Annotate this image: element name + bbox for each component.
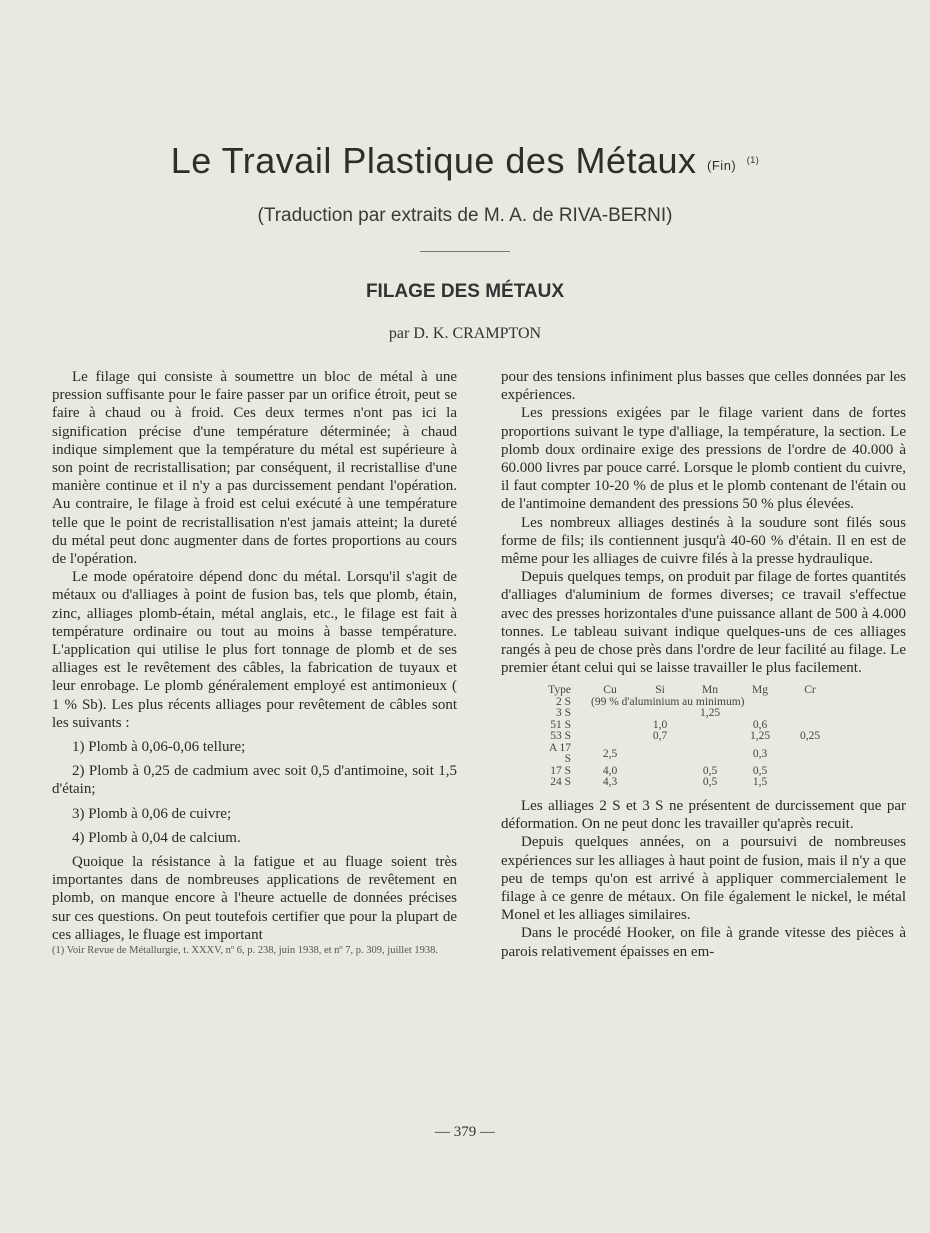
list-item: 2) Plomb à 0,25 de cadmium avec soit 0,5 d'antimoine, soit 1,5 d'étain; <box>52 763 457 798</box>
table-cell: (99 % d'aluminium au minimum) <box>591 695 745 708</box>
table-cell: 0,5 <box>702 776 718 789</box>
table-cell <box>635 777 685 789</box>
table-cell: 1,5 <box>752 776 768 789</box>
table-cell: 51 S <box>550 718 571 731</box>
paragraph: Les pressions exigées par le filage varient dans de fortes proportions suivant le type d'alliage, la température, la section. Le plomb doux ordinaire exige des pressions de l'ordre de 40.000 à 60.000 livres par pouce carré. Lorsque le plomb contient du cuivre, il faut compter 10-20 % de plus et le plomb contenant de l'étain ou de l'antimoine demandent des pressions 50 % plus élevées. <box>501 405 906 513</box>
table-header: Si <box>655 684 665 697</box>
table-cell: 0,25 <box>799 730 821 743</box>
list-item: 4) Plomb à 0,04 de calcium. <box>72 829 241 846</box>
table-cell <box>585 708 635 720</box>
table-cell: 24 S <box>550 776 571 789</box>
table-cell <box>785 743 835 766</box>
table-row <box>541 766 835 778</box>
page-number: — 379 — <box>435 1124 495 1140</box>
paragraph: pour des tensions infiniment plus basses que celles données par les expériences. <box>501 369 906 404</box>
table-header: Cu <box>603 684 617 697</box>
table-cell <box>785 777 835 789</box>
table-row <box>541 708 835 720</box>
table-header: Mn <box>702 684 718 697</box>
table-cell <box>785 708 835 720</box>
table-cell: 4,3 <box>602 776 618 789</box>
right-column <box>501 368 906 961</box>
table-cell <box>585 720 635 732</box>
paragraph: Depuis quelques années, on a poursuivi de nombreuses expériences sur les alliages à haut point de fusion, mais il n'y a que peu de temps qu'on est arrivé à appliquer commercialement le filage à ce genre de métaux. On file également le nickel, le métal Monel et les alliages similaires. <box>501 834 906 924</box>
table-cell: 1,0 <box>652 718 668 731</box>
article-subtitle: (Traduction par extraits de M. A. de RIVA-BERNI) <box>257 205 673 226</box>
left-column <box>52 368 457 957</box>
alloy-table <box>541 685 835 789</box>
table-header: Cr <box>804 684 816 697</box>
table-cell: 3 S <box>555 707 571 720</box>
title-fin: (Fin) <box>707 158 737 173</box>
title-text: Le Travail Plastique des Métaux <box>170 140 697 181</box>
paragraph: Dans le procédé Hooker, on file à grande vitesse des pièces à parois relativement épaisses en em- <box>501 925 906 960</box>
table-cell <box>635 743 685 766</box>
title-footnote-ref: (1) <box>746 155 760 165</box>
footnote: (1) Voir Revue de Métallurgie, t. XXXV, nº 6, p. 238, juin 1938, et nº 7, p. 309, juillet 1938. <box>52 945 439 957</box>
title-divider <box>420 251 510 252</box>
paragraph: Les alliages 2 S et 3 S ne présentent de durcissement que par déformation. On ne peut donc les travailler qu'après recuit. <box>501 797 906 833</box>
table-row <box>541 743 835 766</box>
table-cell <box>585 731 635 743</box>
table-row <box>541 731 835 743</box>
list-item: 3) Plomb à 0,06 de cuivre; <box>72 805 232 822</box>
table-cell: 2 S <box>555 695 571 708</box>
table-cell: 1,25 <box>699 707 721 720</box>
table-cell <box>685 720 735 732</box>
paragraph: Depuis quelques temps, on produit par filage de fortes quantités d'alliages d'aluminium de formes diverses; ce travail s'effectue avec des presses horizontales d'une puissance allant de 500 à 4.000 tonnes. Le tableau suivant indique quelques-uns de ces alliages rangés à peu de chose près dans l'ordre de leur facilité au filage. Le premier étant celui qui se laisse travailler le plus facilement. <box>501 569 906 677</box>
paragraph: Le filage qui consiste à soumettre un bloc de métal à une pression suffisante pour le faire passer par un orifice étroit, peut se faire à chaud ou à froid. Ces deux termes n'ont pas ici la signification précise d'une température déterminée; à chaud indique simplement que la température du métal est supérieure à son point de recristallisation; par conséquent, il recristallise d'une manière continue et il n'y a pas durcissement pendant l'opération. Au contraire, le filage à froid est celui exécuté à une température telle que le point de recristallisation n'est jamais atteint; la dureté du métal peut donc augmenter dans de fortes proportions au cours de l'opération. <box>52 369 457 568</box>
table-header: Type <box>548 684 571 697</box>
article-title <box>0 140 930 182</box>
table-cell: 4,0 <box>602 764 618 777</box>
paragraph: Quoique la résistance à la fatigue et au fluage soient très importantes dans de nombreuses applications de revêtement en plomb, on manque encore à l'heure actuelle de données précises sur ces questions. On peut toutefois certifier que pour la plupart de ces alliages, le fluage est important <box>52 854 457 943</box>
table-cell: 0,5 <box>752 764 768 777</box>
table-cell <box>635 766 685 778</box>
table-cell: 0,7 <box>652 730 668 743</box>
table-cell: A 17 S <box>548 741 571 766</box>
table-header: Mg <box>752 684 768 697</box>
section-heading: FILAGE DES MÉTAUX <box>365 281 565 302</box>
table-cell: 0,3 <box>752 747 768 760</box>
table-cell <box>785 766 835 778</box>
table-row <box>541 697 835 709</box>
table-cell <box>685 731 735 743</box>
table-cell: 1,25 <box>749 730 771 743</box>
paragraph: Le mode opératoire dépend donc du métal. Lorsqu'il s'agit de métaux ou d'alliages à point de fusion bas, tels que plomb, étain, zinc, alliages plomb-étain, métal anglais, etc., le filage est fait à température ordinaire ou tout au moins à basse température. L'application qui utilise le plus fort tonnage de plomb et de ses alliages est le revêtement des câbles, la fabrication de tuyaux et leur enrobage. Le plomb généralement employé est antimonieux ( 1 % Sb). Les plus récents alliages pour revêtement de câbles sont les suivants : <box>52 569 457 731</box>
table-cell: 2,5 <box>602 747 618 760</box>
table-row <box>541 720 835 732</box>
paragraph: Les nombreux alliages destinés à la soudure sont filés sous forme de fils; ils contiennent jusqu'à 40-60 % d'étain. Il en est de même pour les alliages de cuivre filés à la presse hydraulique. <box>501 514 906 568</box>
table-cell: 0,5 <box>702 764 718 777</box>
list-item: 1) Plomb à 0,06-0,06 tellure; <box>72 739 246 756</box>
table-cell: 0,6 <box>752 718 768 731</box>
table-row <box>541 777 835 789</box>
author-byline: par D. K. CRAMPTON <box>388 325 542 342</box>
table-cell <box>685 743 735 766</box>
table-cell: 17 S <box>550 764 571 777</box>
table-cell: 53 S <box>550 730 571 743</box>
